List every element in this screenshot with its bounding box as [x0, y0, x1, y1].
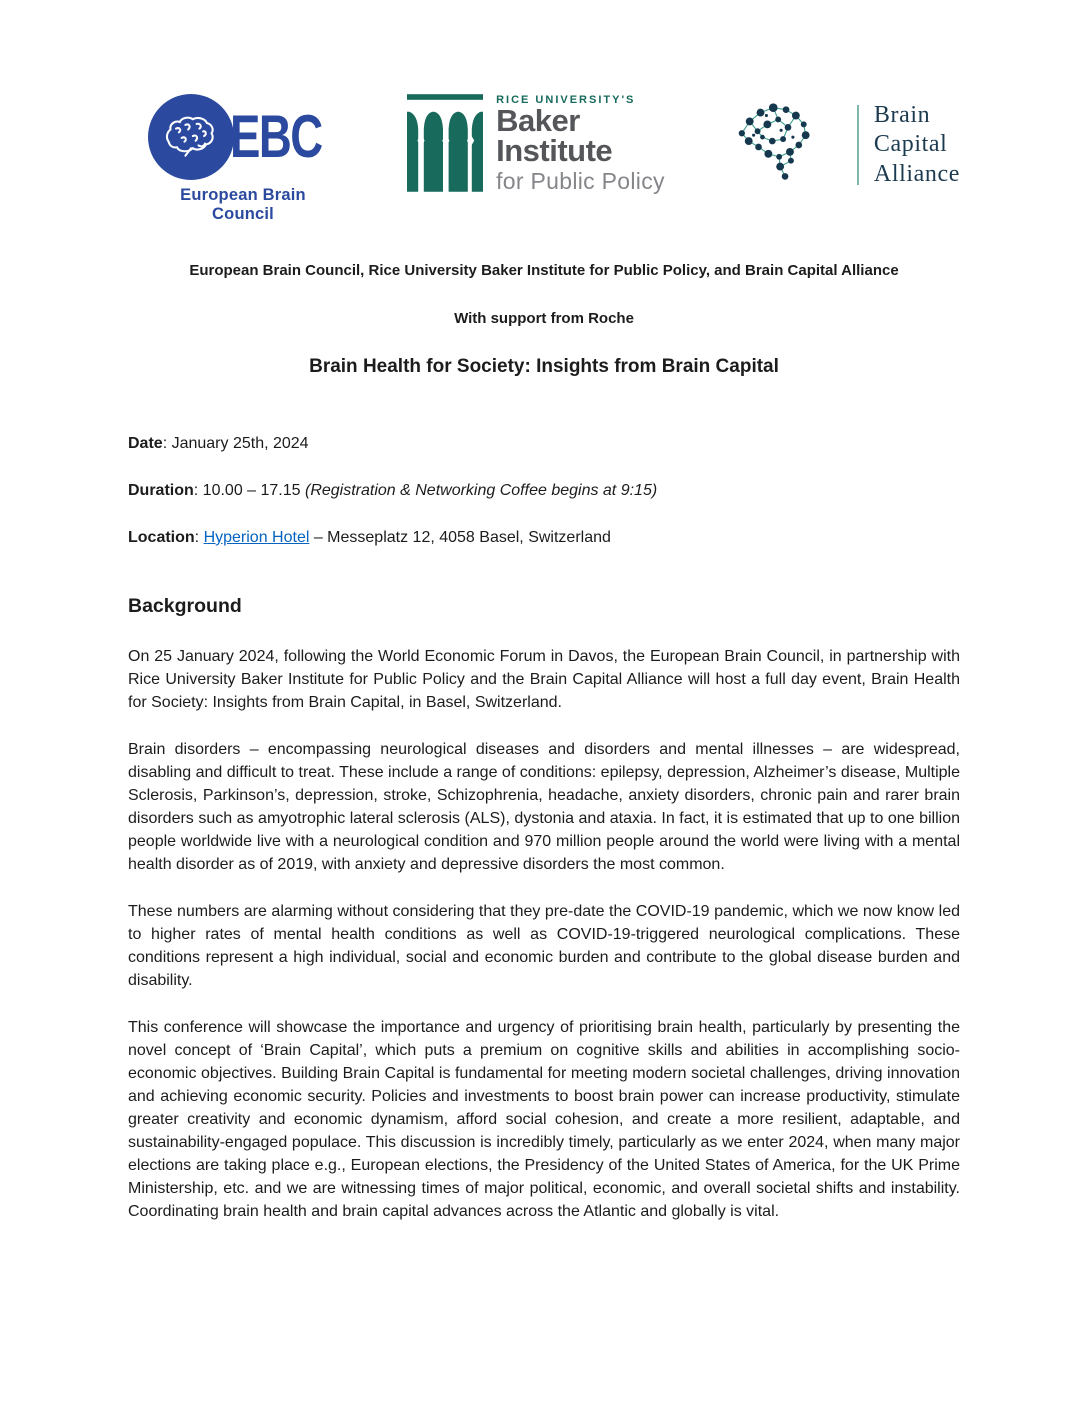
location-address: – Messeplatz 12, 4058 Basel, Switzerland [309, 529, 611, 546]
duration-line [128, 482, 960, 500]
organizations-line: European Brain Council, Rice University Baker Institute for Public Policy, and Brain Capital Alliance [189, 262, 899, 279]
ebc-brain-icon [148, 94, 234, 180]
brain-network-icon [734, 97, 842, 193]
baker-name-line2: Institute [496, 133, 613, 169]
document-title: Brain Health for Society: Insights from Brain Capital [309, 356, 779, 377]
background-heading: Background [128, 595, 242, 617]
bca-name-line1: Brain [873, 102, 931, 129]
background-paragraph-2: Brain disorders – encompassing neurological diseases and disorders and mental illnesses – are widespread, disabling and difficult to treat. These include a range of conditions: epilepsy, depression, Alzheimer’s disease, Multiple Sclerosis, Parkinson’s, depression, stroke, Schizophrenia, headache, anxiety disorders, chronic pain and rarer brain disorders such as amyotrophic lateral sclerosis (ALS), dystonia and ataxia. In fact, it is estimated that up to one billion people worldwide live with a neurological condition and 970 million people around the world were living with a mental health disorder as of 2019, with anxiety and depressive disorders the most common. [128, 741, 960, 873]
brain-capital-alliance-logo [734, 93, 960, 193]
baker-subtitle: for Public Policy [496, 167, 665, 194]
location-colon: : [194, 529, 204, 546]
date-value: : January 25th, 2024 [162, 435, 309, 452]
ebc-caption: European Brain Council [180, 186, 306, 223]
baker-arches-icon [407, 93, 483, 193]
baker-institute-logo [407, 93, 665, 195]
location-label: Location [128, 529, 195, 546]
background-paragraph-1: On 25 January 2024, following the World Economic Forum in Davos, the European Brain Council, in partnership with Rice University Baker Institute for Public Policy and the Brain Capital Alliance will host a full day event, Brain Health for Society: Insights from Brain Capital, in Basel, Switzerland. [128, 648, 960, 711]
background-paragraph-4: This conference will showcase the importance and urgency of prioritising brain health, particularly by presenting the novel concept of ‘Brain Capital’, which puts a premium on cognitive skills and abilities in accomplishing socio-economic objectives. Building Brain Capital is fundamental for meeting modern societal challenges, driving innovation and achieving economic security. Policies and investments to boost brain power can increase productivity, stimulate greater creativity and economic dynamism, afford social cohesion, and create a more resilient, adaptable, and sustainability-engaged populace. This discussion is incredibly timely, particularly as we enter 2024, when many major elections are taking place e.g., European elections, the Presidency of the United States of America, for the UK Prime Ministership, etc. and we are witnessing times of major political, economic, and overall societal shifts and instability. Coordinating brain health and brain capital advances across the Atlantic and globally is vital. [128, 1019, 960, 1220]
duration-value: : 10.00 – 17.15 [193, 482, 305, 499]
ebc-wordmark: EBC [230, 103, 322, 170]
baker-text-block [496, 93, 665, 195]
bca-text-block [874, 101, 960, 189]
event-details [128, 435, 960, 547]
baker-pretitle: RICE UNIVERSITY'S [496, 94, 636, 106]
location-line [128, 529, 960, 547]
ebc-logo-top [148, 93, 338, 181]
bca-name-line2: Capital [873, 131, 948, 158]
date-line [128, 435, 960, 453]
logo-row [0, 0, 1088, 224]
background-paragraph-3: These numbers are alarming without considering that they pre-date the COVID-19 pandemic, which we now know led to higher rates of mental health conditions as well as COVID-19-triggered neurological complications. These conditions represent a high individual, social and economic burden and contribute to the global disease burden and disability. [128, 903, 960, 989]
bca-name-line3: Alliance [873, 160, 960, 187]
logo-divider-line [857, 105, 859, 185]
duration-note: (Registration & Networking Coffee begins at 9:15) [304, 482, 658, 499]
duration-label: Duration [128, 482, 194, 499]
ebc-logo [148, 93, 338, 224]
support-line: With support from Roche [454, 310, 634, 327]
baker-name-line1: Baker [496, 103, 580, 138]
hyperion-hotel-link[interactable]: Hyperion Hotel [203, 529, 310, 546]
date-label: Date [128, 435, 163, 452]
